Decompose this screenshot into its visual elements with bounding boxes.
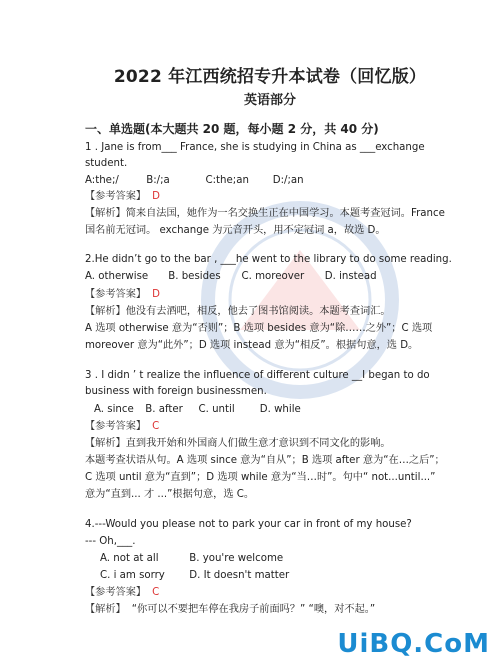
option-b: B:/;a [146, 175, 170, 186]
answer-label: 【参考答案】 [85, 289, 147, 300]
explanation-text: 简来自法国，她作为一名交换生正在中国学习。本题考查冠词。France [125, 208, 445, 219]
answer-value: D [152, 289, 160, 300]
question-3-options [94, 403, 301, 417]
question-2-options [85, 270, 377, 284]
option-c: C. until [198, 404, 235, 415]
option-a: A:the;/ [85, 175, 119, 186]
question-4-options-row1 [100, 552, 283, 566]
question-2-answer [85, 288, 160, 302]
explanation-label: 【解析】 [85, 604, 126, 615]
question-1-answer [85, 190, 160, 204]
question-1-text: 1 . Jane is from___ France, she is studying in China as ___exchange [85, 142, 425, 153]
question-3-explanation-cont: 本题考查状语从句。A 选项 since 意为“自从”；B 选项 after 意为“在…之后”； [85, 455, 445, 466]
question-1-options [85, 174, 304, 188]
option-d: D:/;an [272, 175, 304, 186]
option-a: A. otherwise [85, 271, 149, 282]
question-3-answer [85, 420, 159, 434]
option-c: C. i am sorry [100, 570, 165, 581]
option-c: C. moreover [241, 271, 305, 282]
section-heading: 一、单选题(本大题共 20 题，每小题 2 分，共 40 分) [85, 122, 379, 136]
question-4-options-row2 [100, 569, 289, 583]
question-2-text: 2.He didn’t go to the bar , ___he went to the library to do some reading. [85, 254, 452, 265]
option-b: B. after [145, 404, 183, 415]
question-1-explanation [85, 207, 445, 221]
option-b: B. besides [168, 271, 221, 282]
option-a: A. not at all [100, 553, 159, 564]
question-4-answer [85, 586, 159, 600]
question-4-text-cont: --- Oh,___. [85, 536, 136, 547]
question-1-text-cont: student. [85, 158, 128, 169]
question-3-explanation-cont2: C 选项 until 意为“直到”；D 选项 while 意为“当…时”。句中“ not...until...” [85, 472, 436, 483]
question-3-text-cont: business with foreign businessmen. [85, 386, 267, 397]
page-subtitle: 英语部分 [243, 93, 296, 108]
option-c: C:the;an [205, 175, 249, 186]
answer-label: 【参考答案】 [85, 421, 147, 432]
explanation-text: “你可以不要把车停在我房子前面吗？” “噢，对不起。” [131, 604, 376, 615]
question-3-explanation [85, 437, 391, 451]
question-1-explanation-cont: 国名前无冠词。 exchange 为元音开头，用不定冠词 a，故选 D。 [85, 225, 386, 236]
question-3-text: 3 . I didn ’ t realize the influence of different culture __I began to do [85, 370, 430, 381]
answer-value: D [152, 191, 160, 202]
option-d: D. while [259, 404, 301, 415]
option-b: B. you're welcome [189, 553, 284, 564]
question-4-explanation [85, 603, 375, 617]
answer-value: C [152, 587, 160, 598]
question-2-explanation [85, 305, 391, 319]
site-logo: UiBQ.CoM [337, 629, 490, 659]
option-d: D. It doesn't matter [189, 570, 290, 581]
explanation-text: 直到我开始和外国商人们做生意才意识到不同文化的影响。 [125, 438, 391, 449]
option-d: D. instead [324, 271, 377, 282]
explanation-label: 【解析】 [85, 306, 126, 317]
answer-value: C [152, 421, 160, 432]
answer-label: 【参考答案】 [85, 191, 147, 202]
explanation-label: 【解析】 [85, 438, 126, 449]
page-title: 2022 年江西统招专升本试卷（回忆版） [113, 67, 427, 87]
question-2-explanation-cont: A 选项 otherwise 意为“否则”；B 选项 besides 意为“除……之外”；C 选项 [85, 323, 433, 334]
question-4-text: 4.---Would you please not to park your car in front of my house? [85, 519, 412, 530]
option-a: A. since [94, 404, 134, 415]
explanation-label: 【解析】 [85, 208, 126, 219]
question-3-explanation-cont3: 意为“直到... 才 ...”根据句意，选 C。 [85, 489, 255, 500]
explanation-text: 他没有去酒吧，相反，他去了图书馆阅读。本题考查词汇。 [125, 306, 391, 317]
answer-label: 【参考答案】 [85, 587, 147, 598]
question-2-explanation-cont2: moreover 意为“此外”；D 选项 instead 意为“相反”。根据句意，选 D。 [85, 340, 419, 351]
